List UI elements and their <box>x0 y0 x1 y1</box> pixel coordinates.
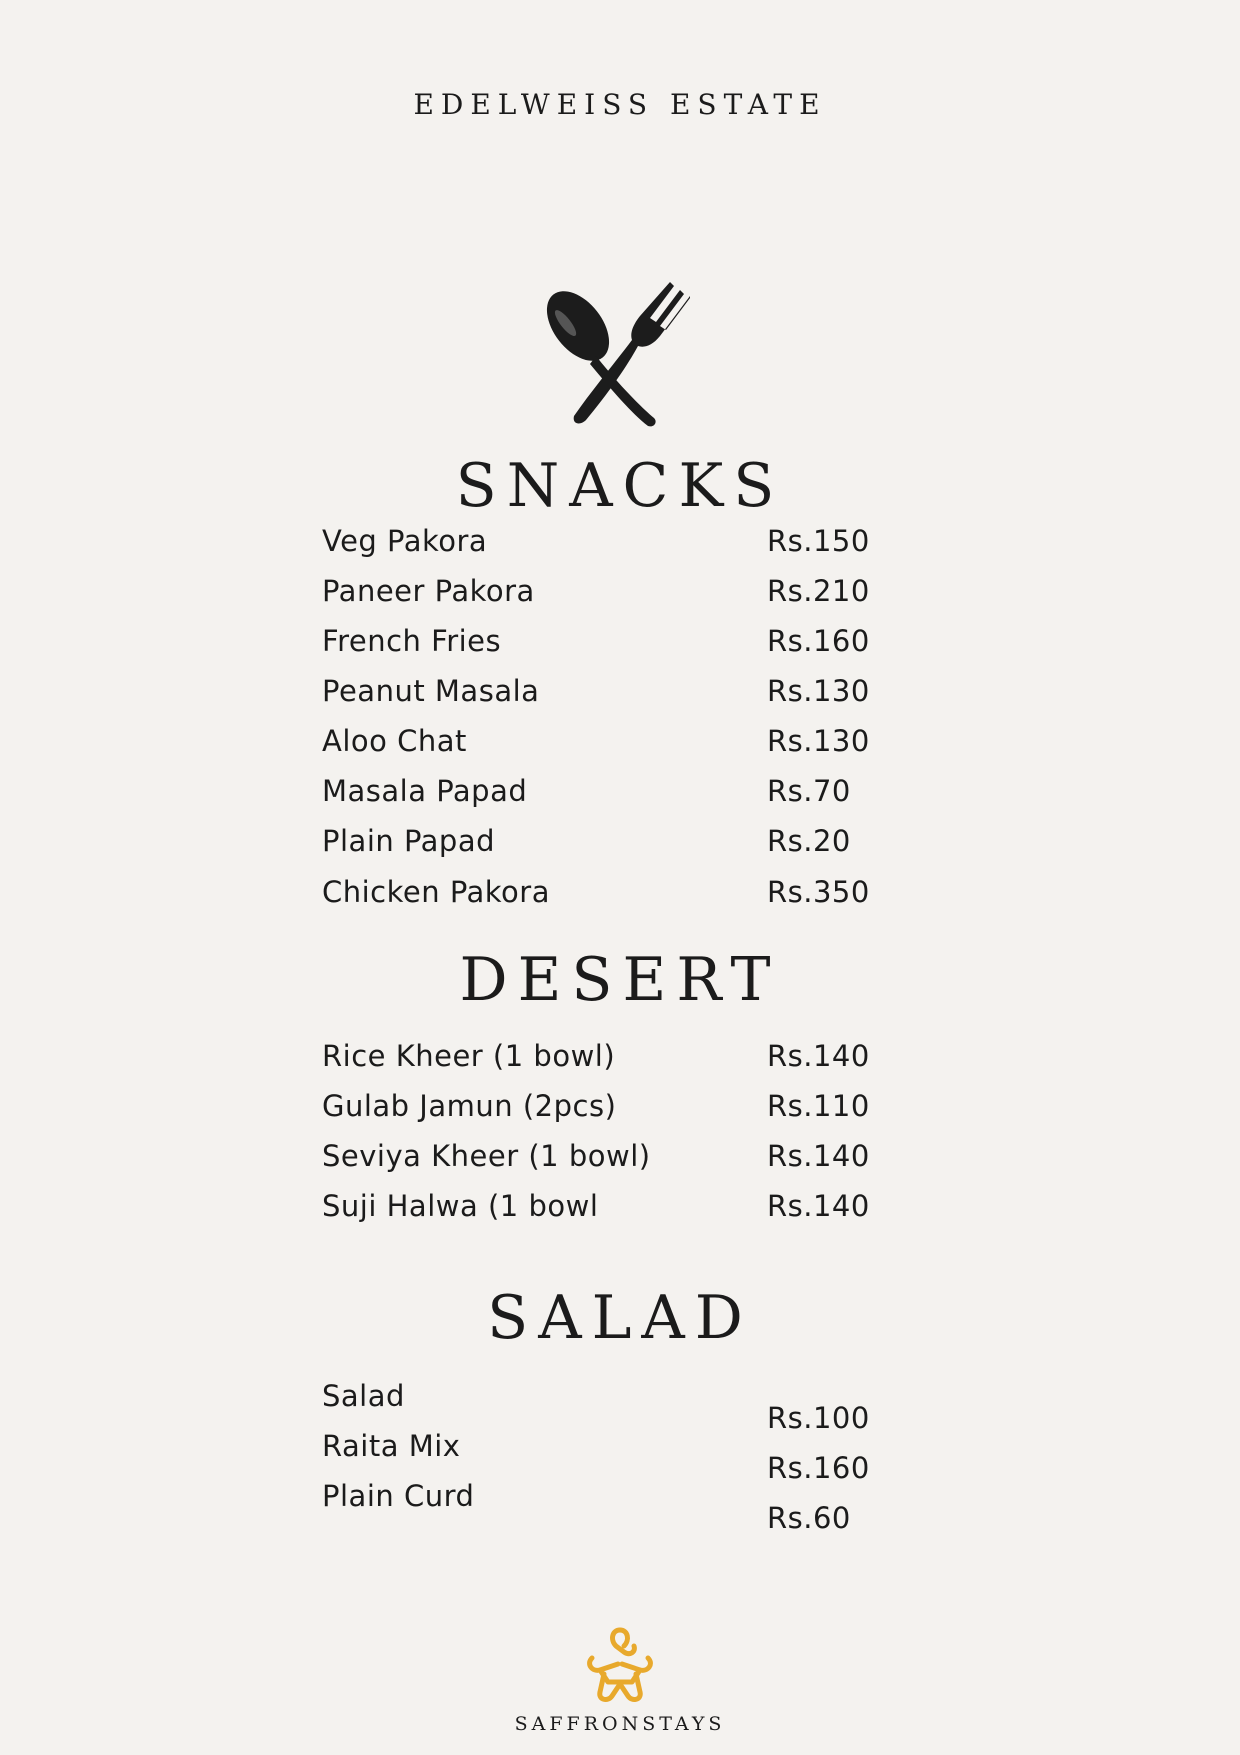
menu-item <box>322 571 922 611</box>
item-price: Rs.140 <box>767 1139 870 1173</box>
item-price: Rs.150 <box>767 524 870 558</box>
saffronstays-logo-icon <box>578 1622 662 1706</box>
estate-name: EDELWEISS ESTATE <box>413 88 827 121</box>
menu-item <box>322 1186 922 1226</box>
section-title-snacks: SNACKS <box>455 451 785 521</box>
item-price: Rs.160 <box>767 624 870 658</box>
item-name: Veg Pakora <box>322 524 488 558</box>
item-price: Rs.20 <box>767 824 851 858</box>
menu-item <box>322 621 922 661</box>
item-name: Plain Papad <box>322 824 496 858</box>
menu-item <box>322 1036 922 1076</box>
menu-item <box>322 821 922 861</box>
menu-item <box>322 1086 922 1126</box>
brand-name: SAFFRONSTAYS <box>514 1713 726 1735</box>
section-title-salad: SALAD <box>487 1283 753 1353</box>
menu-item <box>322 521 922 561</box>
item-name: French Fries <box>322 624 502 658</box>
crossed-spoon-fork-icon <box>540 278 706 438</box>
item-name: Gulab Jamun (2pcs) <box>322 1089 617 1123</box>
item-name: Paneer Pakora <box>322 574 535 608</box>
salad-item-price: Rs.100 <box>767 1401 870 1435</box>
item-name: Chicken Pakora <box>322 875 550 909</box>
menu-item <box>322 872 922 912</box>
item-name: Peanut Masala <box>322 674 540 708</box>
item-price: Rs.210 <box>767 574 870 608</box>
item-name: Masala Papad <box>322 774 528 808</box>
section-title-desert: DESERT <box>459 945 781 1015</box>
salad-item-price: Rs.160 <box>767 1451 870 1485</box>
item-name: Rice Kheer (1 bowl) <box>322 1039 616 1073</box>
menu-item <box>322 1136 922 1176</box>
menu-item <box>322 771 922 811</box>
item-price: Rs.110 <box>767 1089 870 1123</box>
item-price: Rs.140 <box>767 1189 870 1223</box>
item-name: Aloo Chat <box>322 724 467 758</box>
item-name: Seviya Kheer (1 bowl) <box>322 1139 651 1173</box>
menu-item <box>322 671 922 711</box>
item-price: Rs.70 <box>767 774 851 808</box>
item-price: Rs.350 <box>767 875 870 909</box>
salad-item-name: Salad <box>322 1379 405 1413</box>
item-name: Suji Halwa (1 bowl <box>322 1189 599 1223</box>
salad-item-name: Raita Mix <box>322 1429 461 1463</box>
item-price: Rs.130 <box>767 674 870 708</box>
item-price: Rs.140 <box>767 1039 870 1073</box>
salad-item-name: Plain Curd <box>322 1479 475 1513</box>
salad-item-price: Rs.60 <box>767 1501 851 1535</box>
item-price: Rs.130 <box>767 724 870 758</box>
menu-item <box>322 721 922 761</box>
